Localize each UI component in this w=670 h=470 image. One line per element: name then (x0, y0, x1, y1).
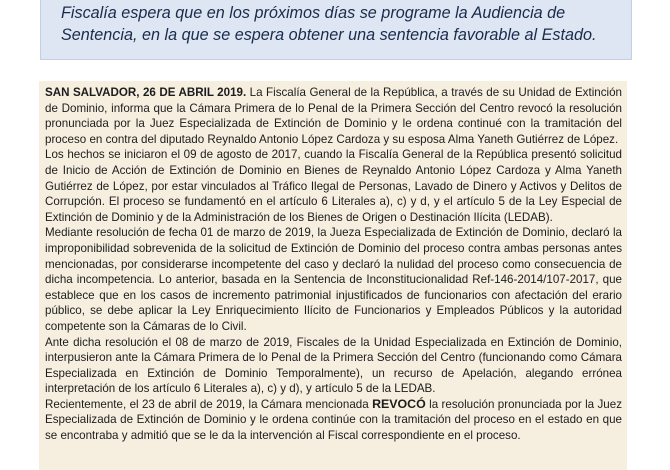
revoco-emphasis: REVOCÓ (372, 396, 426, 411)
dateline: SAN SALVADOR, 26 DE ABRIL 2019. (45, 86, 247, 99)
paragraph-1-text: La Fiscalía General de la República, a través de su Unidad de Extinción de Dominio, informa que la Cámara Primera de lo Penal de la Primera Sección del Centro revocó la resolución pronunciada por la Juez Especializada de Extinción de Dominio y le ordena continué con la tramitación del proceso en contra del diputado Reynaldo Antonio López Cardoza y su esposa Alma Yaneth Gutiérrez de López. (45, 86, 622, 146)
paragraph-5 (45, 397, 622, 444)
callout-text: Fiscalía espera que en los próximos días se programe la Audiencia de Sentencia, en la que se espera obtener una sentencia favorable al Estado. (61, 4, 597, 44)
paragraph-5-rest: la resolución pronunciada por la Juez Especializada de Extinción de Dominio y le ordena continúe con la tramitación del proceso en el estado en que se encontraba y admitió que se le da la intervención al Fiscal correspondiente en el proceso. (45, 397, 622, 443)
paragraph-4: Ante dicha resolución el 08 de marzo de 2019, Fiscales de la Unidad Especializada en Extinción de Dominio, interpusieron ante la Cámara Primera de lo Penal de la Primera Sección del Centro (funcionando como Cámara Especializada en Extinción de Dominio Temporalmente), un recurso de Apelación, alegando errónea interpretación de los artículo 6 Literales a), c) y d), y artículo 5 de la LEDAB. (45, 335, 622, 396)
paragraph-1 (45, 85, 622, 147)
summary-callout (40, 0, 632, 60)
paragraph-3: Mediante resolución de fecha 01 de marzo de 2019, la Jueza Especializada de Extinción de Dominio, declaró la improponibilidad sobrevenida de la solicitud de Extinción de Dominio del proceso contra ambas personas antes mencionadas, por considerarse incompetente del caso y declaró la nulidad del proceso como consecuencia de dicha incompetencia. Lo anterior, basada en la Sentencia de Inconstitucionalidad Ref-146-2014/107-2017, que establece que en los casos de incremento patrimonial injustificados de funcionarios con afectación del erario público, se debe aplicar la Ley Enriquecimiento Ilícito de Funcionarios y Empleados Públicos y la autoridad competente son la Cámaras de lo Civil. (45, 226, 622, 333)
paragraph-2: Los hechos se iniciaron el 09 de agosto de 2017, cuando la Fiscalía General de la República presentó solicitud de Inicio de Acción de Extinción de Dominio en Bienes de Reynaldo Antonio López Cardoza y Alma Yaneth Gutiérrez de López, por estar vinculados al Tráfico Ilegal de Personas, Lavado de Dinero y Activos y Delitos de Corrupción. El proceso se fundamentó en el artículo 6 Literales a), c) y d, y el artículo 5 de la Ley Especial de Extinción de Dominio y de la Administración de los Bienes de Origen o Destinación Ilícita (LEDAB). (45, 148, 622, 224)
article-body (39, 81, 627, 470)
paragraph-5-start: Recientemente, el 23 de abril de 2019, la Cámara mencionada (45, 397, 373, 411)
